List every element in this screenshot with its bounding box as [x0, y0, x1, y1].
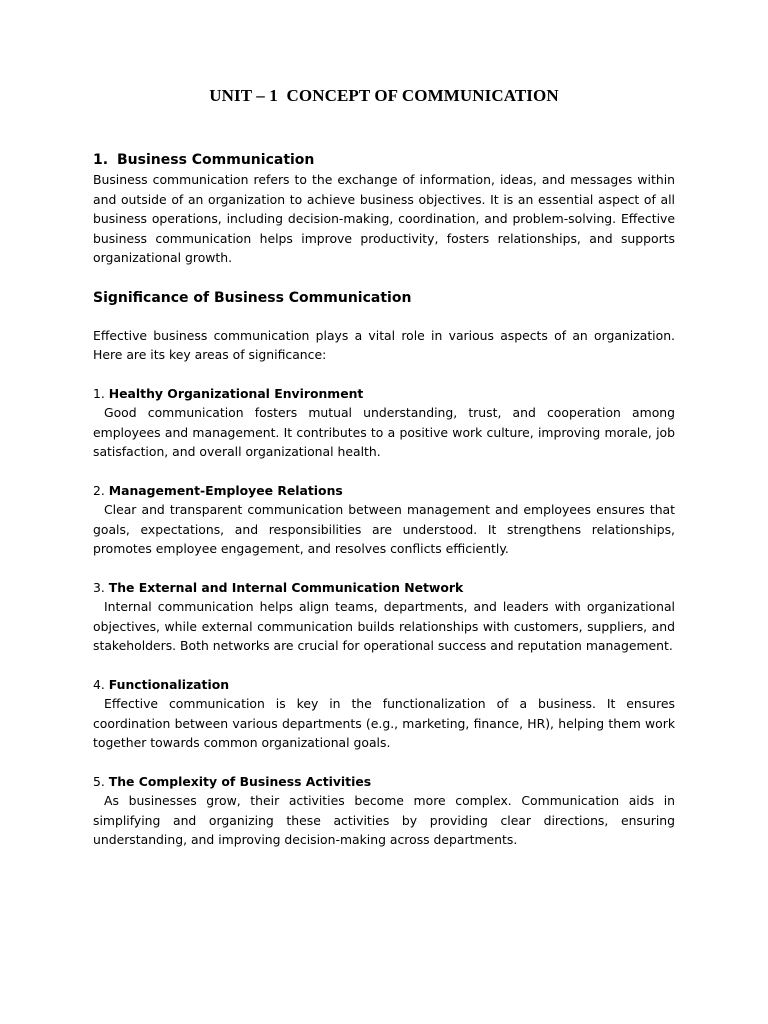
significance-heading: Significance of Business Communication [93, 289, 412, 306]
list-item-title [93, 772, 675, 792]
list-item [93, 481, 675, 559]
list-item-title-text: Management-Employee Relations [108, 482, 343, 498]
section-paragraph: Business communication refers to the exchange of information, ideas, and messages within and outside of an organization to achieve business objectives. It is an essential aspect of all business operations, including decision-making, coordination, and problem-solving. Effective business communication helps improve productivity, fosters relationships, and supports organizational growth. [93, 172, 675, 265]
list-item-body: Clear and transparent communication between management and employees ensures that goals, expectations, and responsibilities are understood. It strengthens relationships, promotes employee engagement, and resolves conflicts efficiently. [93, 502, 675, 556]
list-item-number: 2. [93, 482, 105, 498]
list-item-body: Effective communication is key in the functionalization of a business. It ensures coordination between various departments (e.g., marketing, finance, HR), helping them work together towards common organizational goals. [93, 696, 675, 750]
document-body [93, 150, 675, 850]
list-item-title [93, 578, 675, 598]
section-number: 1. [93, 152, 109, 168]
list-item [93, 578, 675, 656]
list-item-title-text: Functionalization [108, 676, 230, 692]
list-item-title-text: The External and Internal Communication Network [108, 579, 464, 595]
list-item-title-text: Healthy Organizational Environment [108, 385, 364, 401]
list-item-number: 5. [93, 773, 105, 789]
list-item [93, 384, 675, 462]
list-item-title-text: The Complexity of Business Activities [108, 773, 372, 789]
section-heading [93, 150, 675, 170]
list-item-body: As businesses grow, their activities become more complex. Communication aids in simplifying and organizing these activities by providing clear directions, ensuring understanding, and improving decision-making across departments. [93, 793, 675, 847]
list-item-body: Good communication fosters mutual understanding, trust, and cooperation among employees and management. It contributes to a positive work culture, improving morale, job satisfaction, and overall organizational health. [93, 405, 675, 459]
list-item-title [93, 384, 675, 404]
section-heading-text: Business Communication [117, 152, 315, 168]
list-item-title [93, 675, 675, 695]
list-item-number: 4. [93, 676, 105, 692]
list-item [93, 772, 675, 850]
list-item-number: 3. [93, 579, 105, 595]
page-title: UNIT – 1 CONCEPT OF COMMUNICATION [209, 86, 559, 105]
list-item [93, 675, 675, 753]
list-item-number: 1. [93, 385, 105, 401]
list-item-title [93, 481, 675, 501]
list-item-body: Internal communication helps align teams, departments, and leaders with organizational objectives, while external communication builds relationships with customers, suppliers, and stakeholders. Both networks are crucial for operational success and reputation management. [93, 599, 675, 653]
significance-intro: Effective business communication plays a vital role in various aspects of an organization. Here are its key areas of significance: [93, 327, 675, 362]
